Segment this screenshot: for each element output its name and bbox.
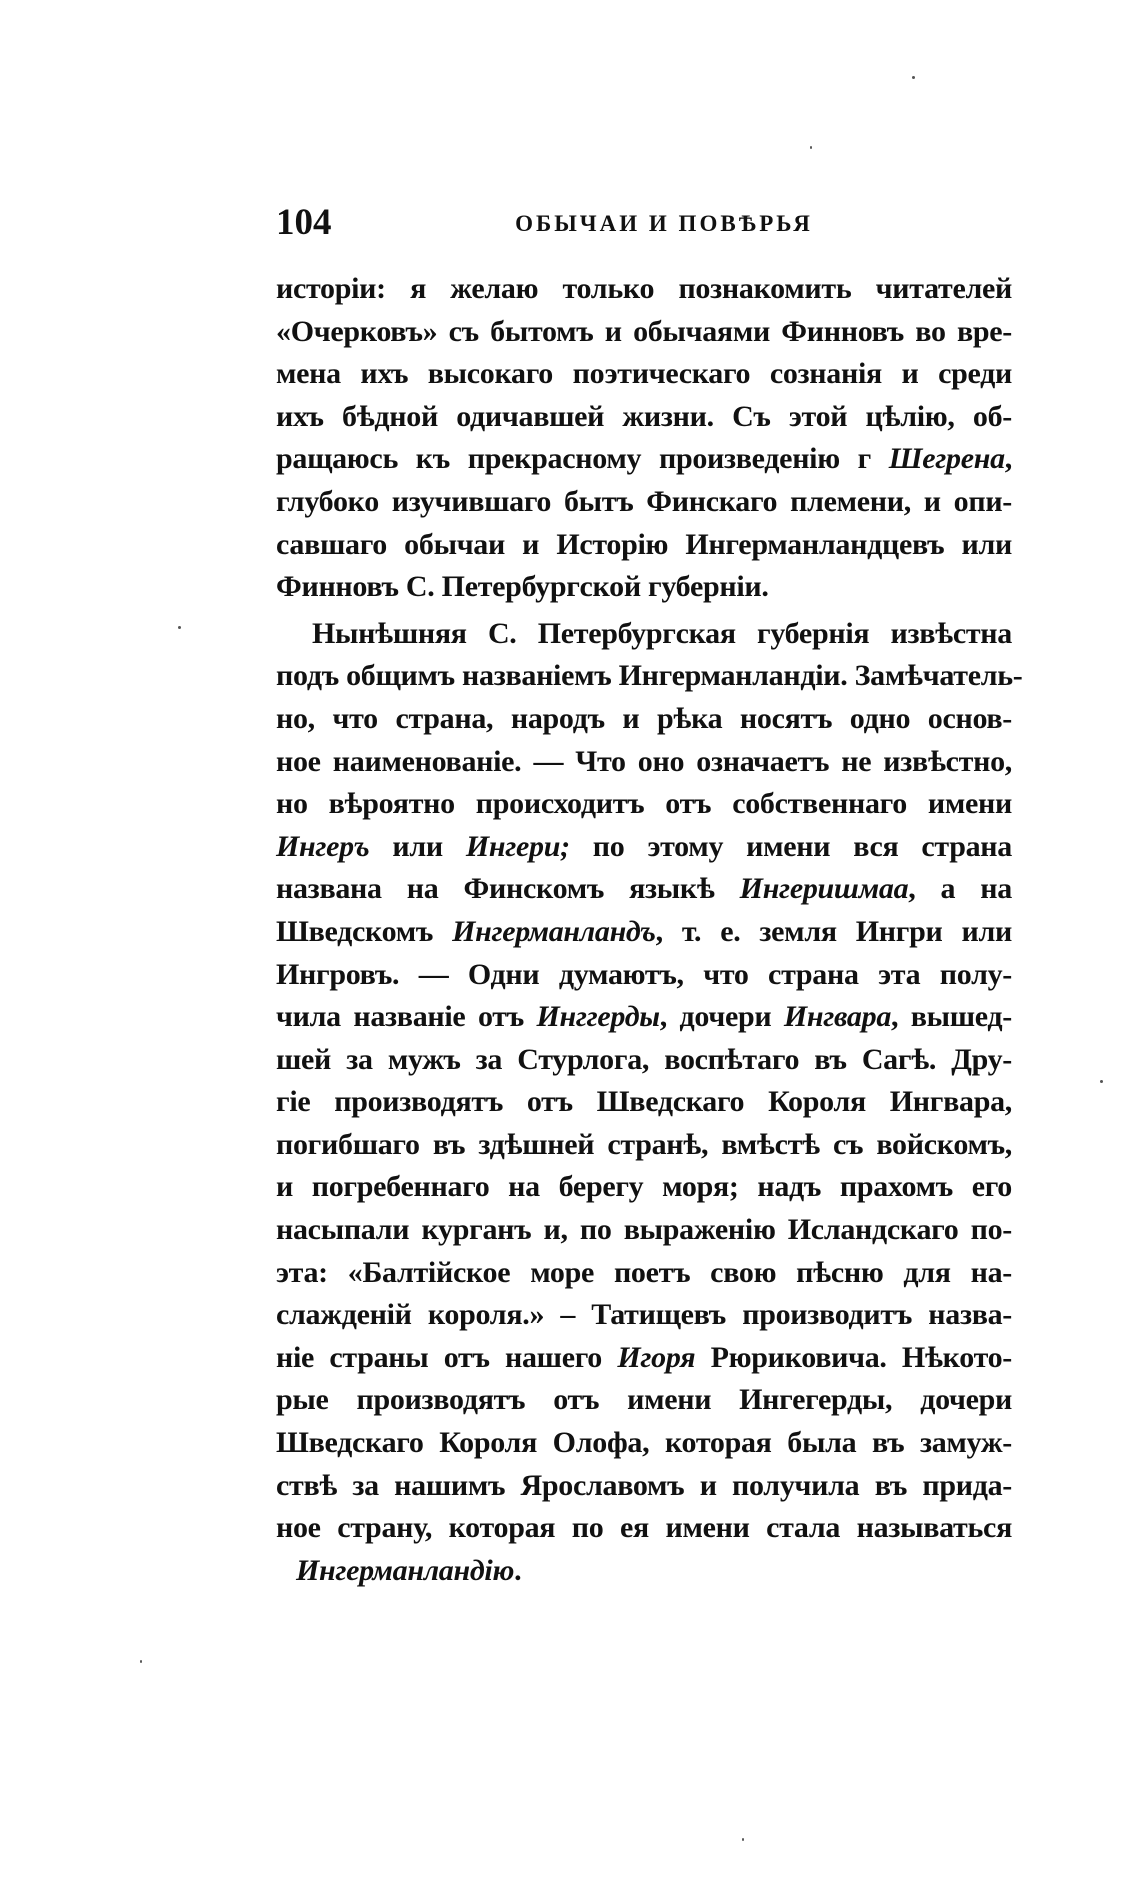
text-line bbox=[276, 1507, 1012, 1550]
text-segment: исторіи: я желаю только познакомить читателей bbox=[276, 272, 1012, 305]
text-line bbox=[276, 1209, 1012, 1252]
text-line bbox=[276, 1465, 1012, 1508]
text-line bbox=[276, 1294, 1012, 1337]
text-segment: . bbox=[514, 1553, 522, 1587]
italic-name: Игоря bbox=[617, 1340, 696, 1374]
text-line bbox=[276, 396, 1012, 439]
text-line bbox=[276, 311, 1012, 354]
text-line bbox=[276, 1166, 1012, 1209]
text-segment: но вѣроятно происходитъ отъ собственнаго имени bbox=[276, 787, 1012, 821]
text-segment: Рюриковича. Нѣкото- bbox=[695, 1340, 1012, 1374]
italic-name: Ингеришмаа bbox=[739, 872, 909, 906]
text-segment: названа на Финскомъ языкѣ bbox=[276, 872, 740, 906]
text-line bbox=[276, 655, 1023, 698]
text-segment: по этому имени вся страна bbox=[569, 829, 1012, 863]
text-line bbox=[276, 566, 1012, 609]
text-segment: слажденій короля.» – Татищевъ производитъ назва- bbox=[276, 1298, 1012, 1332]
text-segment: , а на bbox=[908, 872, 1012, 906]
text-segment: , дочери bbox=[659, 1000, 784, 1034]
text-line bbox=[276, 1124, 1012, 1167]
text-line bbox=[276, 911, 1012, 954]
text-line bbox=[276, 524, 1012, 567]
text-segment: ихъ бѣдной одичавшей жизни. Съ этой цѣлію, об- bbox=[276, 399, 1012, 433]
text-segment: шей за мужъ за Стурлога, воспѣтаго въ Сагѣ. Дру- bbox=[276, 1042, 1012, 1076]
text-segment: Нынѣшняя С. Петербургская губернія извѣстна bbox=[312, 616, 1012, 650]
text-segment: ніе страны отъ нашего bbox=[276, 1340, 618, 1374]
italic-name: Ингери; bbox=[465, 829, 570, 863]
text-segment: насыпали курганъ и, по выраженію Исландскаго по- bbox=[276, 1213, 1012, 1247]
text-segment: ное страну, которая по ея имени стала называться bbox=[276, 1511, 1012, 1545]
italic-name: Ингвара bbox=[783, 1000, 892, 1034]
page-header bbox=[276, 198, 1012, 250]
text-segment: подъ общимъ названіемъ Ингерманландіи. Замѣчатель- bbox=[276, 659, 1023, 693]
text-segment: рые производятъ отъ имени Ингегерды, дочери bbox=[276, 1383, 1012, 1417]
text-line bbox=[276, 741, 1012, 784]
body-text bbox=[276, 268, 1023, 1592]
scan-speck bbox=[810, 146, 812, 149]
text-segment: ствѣ за нашимъ Ярославомъ и получила въ прида- bbox=[276, 1468, 1012, 1502]
text-segment: и погребеннаго на берегу моря; надъ прахомъ его bbox=[276, 1170, 1012, 1204]
text-line bbox=[276, 268, 1012, 311]
text-line bbox=[276, 1081, 1012, 1124]
text-line bbox=[276, 1422, 1012, 1465]
text-segment: но, что страна, народъ и рѣка носятъ одно основ- bbox=[276, 701, 1012, 735]
text-segment: Финновъ С. Петербургской губерніи. bbox=[276, 570, 769, 604]
text-line bbox=[276, 868, 1012, 911]
text-line bbox=[276, 613, 1012, 656]
italic-name: Инггерды bbox=[536, 1000, 660, 1034]
scan-speck bbox=[742, 1838, 744, 1841]
text-line bbox=[276, 1379, 1012, 1422]
text-line bbox=[276, 1337, 1012, 1380]
text-segment: , bbox=[1004, 442, 1012, 476]
text-segment: ращаюсь къ прекрасному произведенію г bbox=[276, 442, 889, 476]
text-line bbox=[276, 826, 1012, 869]
text-segment: Ингровъ. — Одни думаютъ, что страна эта полу- bbox=[276, 957, 1012, 991]
text-segment: глубоко изучившаго бытъ Финскаго племени, и опи- bbox=[276, 484, 1012, 518]
scan-speck bbox=[1100, 1080, 1103, 1083]
italic-name: Ингерманландъ bbox=[452, 914, 656, 948]
text-line bbox=[276, 438, 1012, 481]
running-title: ОБЫЧАИ И ПОВѢРЬЯ bbox=[515, 211, 813, 236]
text-line bbox=[276, 1039, 1012, 1082]
text-segment: Шведскомъ bbox=[276, 914, 453, 948]
text-segment: гіе производятъ отъ Шведскаго Короля Ингвара, bbox=[276, 1085, 1012, 1119]
text-line bbox=[276, 996, 1012, 1039]
text-line bbox=[276, 783, 1012, 826]
scan-speck bbox=[178, 626, 181, 629]
paragraph-2 bbox=[276, 613, 1023, 1593]
text-segment: , т. е. земля Ингри или bbox=[655, 914, 1012, 948]
text-segment: или bbox=[369, 829, 466, 863]
text-segment: ное наименованіе. — Что оно означаетъ не извѣстно, bbox=[276, 744, 1012, 778]
text-segment: Шведскаго Короля Олофа, которая была въ замуж- bbox=[276, 1426, 1012, 1460]
scan-speck bbox=[140, 1660, 142, 1663]
text-segment: чила названіе отъ bbox=[276, 1000, 537, 1034]
scan-speck bbox=[912, 76, 915, 79]
text-segment: погибшаго въ здѣшней странѣ, вмѣстѣ съ войскомъ, bbox=[276, 1127, 1012, 1161]
italic-name: Шегрена bbox=[888, 442, 1005, 476]
text-line bbox=[276, 698, 1012, 741]
text-segment: эта: «Балтійское море поетъ свою пѣсню для на- bbox=[276, 1255, 1012, 1289]
italic-name: Ингеръ bbox=[276, 829, 370, 863]
paragraph-1 bbox=[276, 268, 1012, 609]
italic-name: Ингерманландію bbox=[296, 1553, 515, 1587]
text-segment: , вышед- bbox=[891, 1000, 1012, 1034]
text-line bbox=[276, 954, 1012, 997]
text-line bbox=[276, 1550, 1012, 1593]
page-number: 104 bbox=[276, 202, 332, 243]
text-segment: савшаго обычаи и Исторію Ингерманландцевъ или bbox=[276, 527, 1012, 561]
text-line bbox=[276, 1252, 1012, 1295]
text-line bbox=[276, 353, 1012, 396]
text-segment: «Очерковъ» съ бытомъ и обычаями Финновъ во вре- bbox=[276, 314, 1012, 348]
text-line bbox=[276, 481, 1012, 524]
text-segment: мена ихъ высокаго поэтическаго сознанія и среди bbox=[276, 357, 1012, 391]
